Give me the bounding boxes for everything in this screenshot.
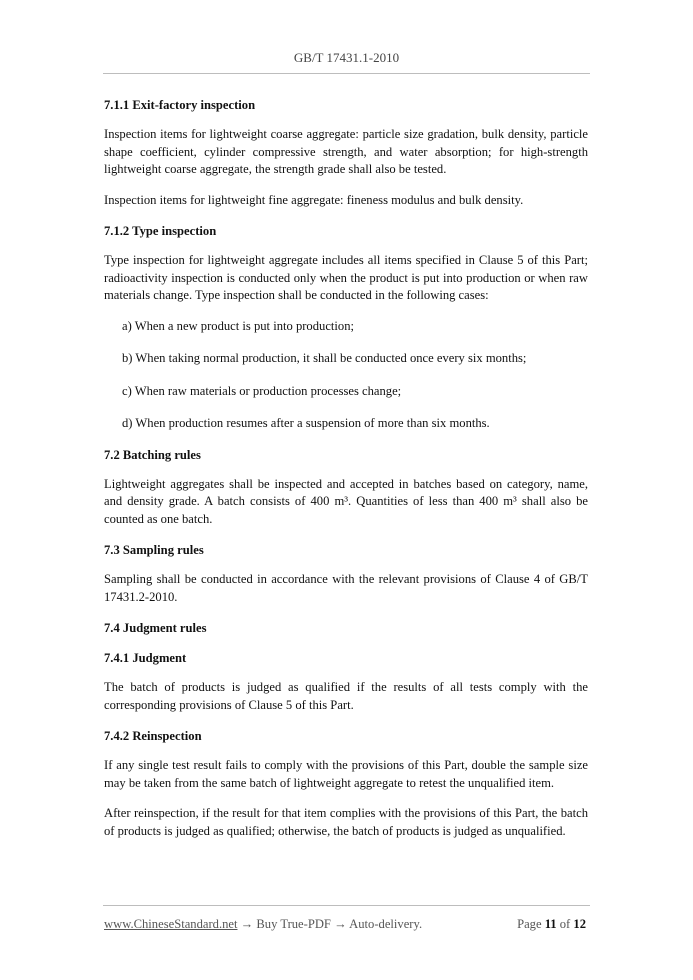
page-indicator	[517, 917, 586, 932]
paragraph: After reinspection, if the result for that item complies with the provisions of this Part, the batch of products is judged as qualified; otherwise, the batch of products is judged as unqualified.	[104, 806, 588, 838]
section-heading-7-4-2: 7.4.2 Reinspection	[104, 729, 202, 743]
current-page-number: 11	[544, 917, 557, 931]
footer-divider	[103, 905, 590, 906]
site-link[interactable]: www.ChineseStandard.net	[104, 917, 238, 931]
section-heading-7-3: 7.3 Sampling rules	[104, 543, 204, 557]
page-header-doc-code: GB/T 17431.1-2010	[293, 50, 400, 65]
paragraph: Lightweight aggregates shall be inspected and accepted in batches based on category, name, and density grade. A batch consists of 400 m³. Quantities of less than 400 m³ shall also be counted as one batch.	[104, 476, 588, 526]
arrow-icon: →	[334, 917, 347, 931]
paragraph: Inspection items for lightweight coarse aggregate: particle size gradation, bulk density, particle shape coefficient, cylinder compressive strength, and water absorption; for high-strength lightweight coarse aggregate, the strength grade shall also be tested.	[104, 127, 588, 176]
list-item: c) When raw materials or production processes change;	[122, 383, 402, 398]
list-item: d) When production resumes after a suspension of more than six months.	[122, 416, 490, 430]
section-heading-7-1-1: 7.1.1 Exit-factory inspection	[104, 98, 256, 112]
buy-text: Buy True-PDF	[253, 917, 335, 931]
paragraph: The batch of products is judged as qualified if the results of all tests comply with the corresponding provisions of Clause 5 of this Part.	[104, 680, 588, 712]
section-heading-7-4-1: 7.4.1 Judgment	[104, 651, 187, 665]
paragraph: Type inspection for lightweight aggregate includes all items specified in Clause 5 of this Part; radioactivity inspection is conducted only when the product is put into production or when raw materials change. Type inspection shall be conducted in the following cases:	[104, 253, 588, 302]
paragraph: Sampling shall be conducted in accordance with the relevant provisions of Clause 4 of GB/T 17431.2-2010.	[104, 572, 588, 604]
page-label: Page	[517, 917, 545, 931]
list-item: b) When taking normal production, it shall be conducted once every six months;	[122, 351, 527, 365]
footer-promo	[104, 917, 422, 932]
total-pages-number: 12	[573, 917, 586, 931]
document-body	[104, 96, 588, 853]
header-divider	[103, 73, 590, 74]
list-item: a) When a new product is put into production;	[122, 318, 355, 333]
section-heading-7-4: 7.4 Judgment rules	[104, 621, 207, 635]
delivery-text: Auto-delivery.	[346, 917, 423, 931]
arrow-icon: →	[240, 917, 254, 931]
of-label: of	[556, 917, 574, 931]
section-heading-7-1-2: 7.1.2 Type inspection	[104, 224, 217, 238]
section-heading-7-2: 7.2 Batching rules	[104, 447, 201, 462]
paragraph: Inspection items for lightweight fine aggregate: fineness modulus and bulk density.	[104, 192, 524, 207]
paragraph: If any single test result fails to comply with the provisions of this Part, double the sample size may be taken from the same batch of lightweight aggregate to retest the unqualified item.	[104, 758, 588, 790]
